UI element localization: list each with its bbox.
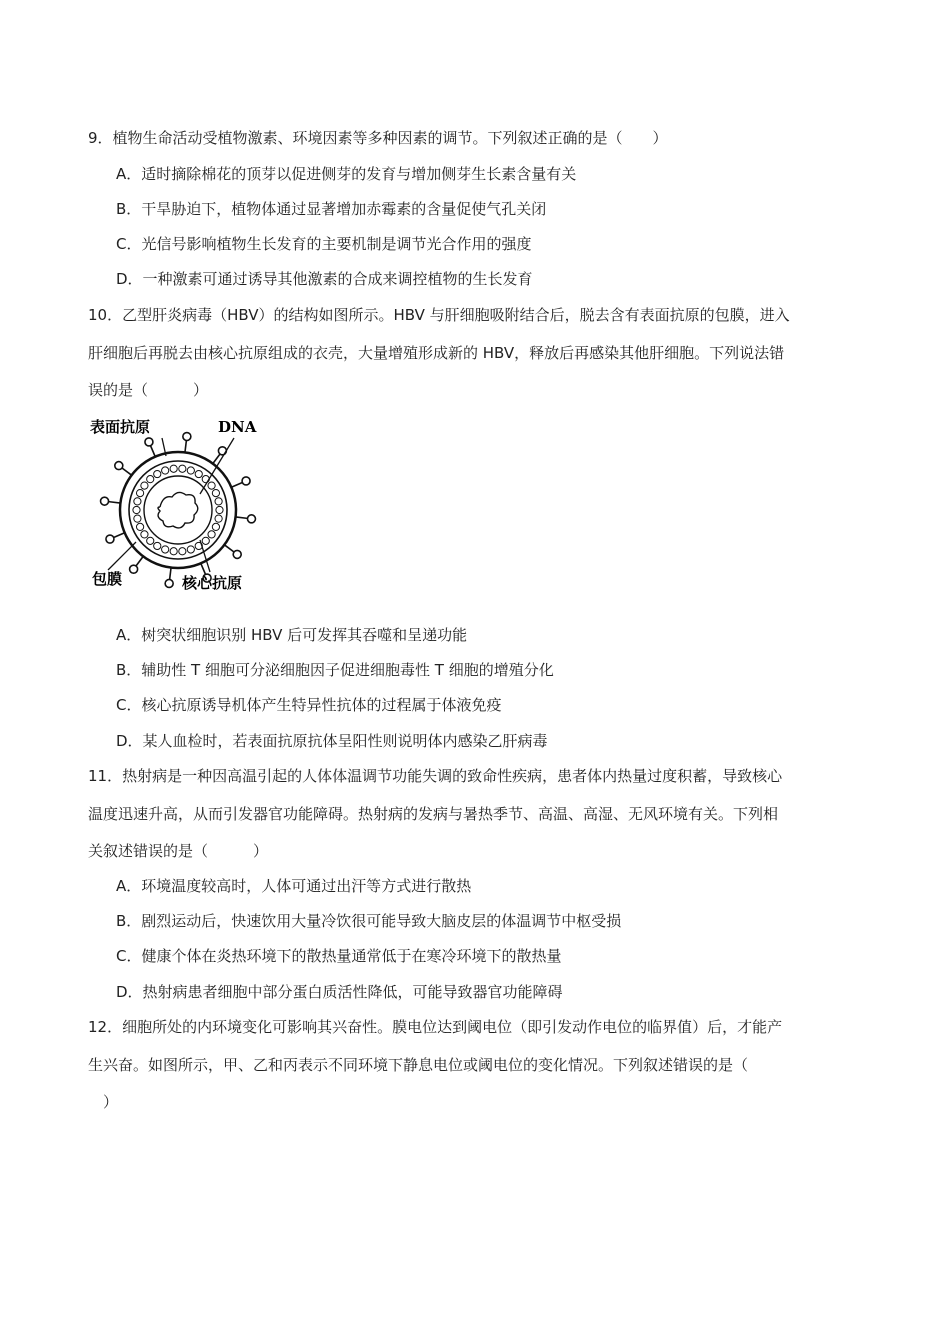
question-12-stem-line-3: ）: [88, 1093, 119, 1111]
capsid-bead: [147, 476, 154, 483]
spike-head: [233, 550, 241, 558]
spike-stem: [136, 556, 143, 566]
capsid-bead: [133, 506, 140, 513]
question-11-option-a: A．环境温度较高时，人体可通过出汗等方式进行散热: [116, 877, 472, 895]
label-envelope: 包膜: [92, 570, 123, 588]
question-11-option-b: B．剧烈运动后，快速饮用大量冷饮很可能导致大脑皮层的体温调节中枢受损: [116, 912, 622, 930]
spike-stem: [224, 545, 234, 552]
question-10-option-a: A．树突状细胞识别 HBV 后可发挥其吞噬和呈递功能: [116, 626, 468, 644]
question-10-stem-line-3: 误的是（ ）: [88, 381, 209, 399]
question-9-option-d: D．一种激素可通过诱导其他激素的合成来调控植物的生长发育: [116, 270, 533, 288]
capsid-bead: [147, 537, 154, 544]
spike-head: [242, 477, 250, 485]
spike-stem: [236, 517, 248, 518]
question-9-option-a: A．适时摘除棉花的顶芽以促进侧芽的发育与增加侧芽生长素含量有关: [116, 165, 577, 183]
capsid-bead: [162, 546, 169, 553]
spike-stem: [109, 502, 121, 503]
spike-head: [106, 535, 114, 543]
surface-antigen-spikes: [101, 433, 256, 588]
capsid-bead: [136, 490, 143, 497]
question-12-stem-line-2: 生兴奋。如图所示，甲、乙和丙表示不同环境下静息电位或阈电位的变化情况。下列叙述错误的是（: [88, 1056, 749, 1074]
capsid-bead: [179, 548, 186, 555]
spike-head: [101, 497, 109, 505]
capsid-bead: [187, 546, 194, 553]
capsid-bead: [162, 467, 169, 474]
hbv-structure-figure: [88, 412, 268, 596]
spike-head: [247, 515, 255, 523]
spike-head: [183, 433, 191, 441]
spike-head: [145, 438, 153, 446]
question-9-option-c: C．光信号影响植物生长发育的主要机制是调节光合作用的强度: [116, 235, 532, 253]
spike-head: [115, 462, 123, 470]
capsid-bead: [187, 467, 194, 474]
spike-stem: [185, 441, 186, 453]
question-11-stem-line-1: 11．热射病是一种因高温引起的人体体温调节功能失调的致命性疾病，患者体内热量过度积蓄，导致核心: [88, 767, 783, 785]
capsid-bead: [134, 498, 141, 505]
question-10-option-d: D．某人血检时，若表面抗原抗体呈阳性则说明体内感染乙肝病毒: [116, 732, 548, 750]
question-9-option-b: B．干旱胁迫下，植物体通过显著增加赤霉素的含量促使气孔关闭: [116, 200, 547, 218]
capsid-bead: [154, 542, 161, 549]
question-11-option-c: C．健康个体在炎热环境下的散热量通常低于在寒冷环境下的散热量: [116, 947, 562, 965]
capsid-bead: [202, 537, 209, 544]
capsid-bead: [215, 515, 222, 522]
question-12-stem-line-1: 12．细胞所处的内环境变化可影响其兴奋性。膜电位达到阈电位（即引发动作电位的临界值）后，才能产: [88, 1018, 783, 1036]
capsid-bead: [212, 490, 219, 497]
spike-stem: [201, 563, 206, 574]
label-core-antigen: 核心抗原: [182, 574, 243, 592]
spike-stem: [231, 483, 242, 488]
spike-head: [130, 565, 138, 573]
capsid-bead: [154, 470, 161, 477]
capsid-bead: [179, 465, 186, 472]
capsid-bead: [136, 523, 143, 530]
label-surface-antigen: 表面抗原: [90, 418, 151, 436]
spike-stem: [151, 446, 156, 457]
capsid-bead: [134, 515, 141, 522]
spike-stem: [122, 468, 132, 475]
question-10-stem-line-1: 10．乙型肝炎病毒（HBV）的结构如图所示。HBV 与肝细胞吸附结合后，脱去含有表面抗原的包膜，进入: [88, 306, 790, 324]
capsid-bead: [212, 523, 219, 530]
spike-head: [165, 579, 173, 587]
capsid-bead: [170, 465, 177, 472]
dna-strand: [158, 492, 198, 527]
capsid-bead: [141, 482, 148, 489]
question-11-stem-line-2: 温度迅速升高，从而引发器官功能障碍。热射病的发病与暑热季节、高温、高湿、无风环境有关。下列相: [88, 805, 779, 823]
capsid-bead: [208, 482, 215, 489]
label-dna: DNA: [218, 418, 257, 436]
question-10-option-c: C．核心抗原诱导机体产生特异性抗体的过程属于体液免疫: [116, 696, 502, 714]
spike-stem: [170, 568, 171, 580]
spike-stem: [114, 533, 125, 538]
capsid-bead: [141, 531, 148, 538]
capsid-bead: [195, 470, 202, 477]
question-11-stem-line-3: 关叙述错误的是（ ）: [88, 842, 269, 860]
question-9-stem: 9．植物生命活动受植物激素、环境因素等多种因素的调节。下列叙述正确的是（ ）: [88, 129, 668, 147]
question-11-option-d: D．热射病患者细胞中部分蛋白质活性降低，可能导致器官功能障碍: [116, 983, 563, 1001]
capsid-bead: [170, 548, 177, 555]
question-10-option-b: B．辅助性 T 细胞可分泌细胞因子促进细胞毒性 T 细胞的增殖分化: [116, 661, 554, 679]
capsid-bead: [208, 531, 215, 538]
capsid-bead: [215, 498, 222, 505]
question-10-stem-line-2: 肝细胞后再脱去由核心抗原组成的衣壳，大量增殖形成新的 HBV，释放后再感染其他肝细胞。下列说法错: [88, 344, 785, 362]
capsid-bead: [216, 506, 223, 513]
